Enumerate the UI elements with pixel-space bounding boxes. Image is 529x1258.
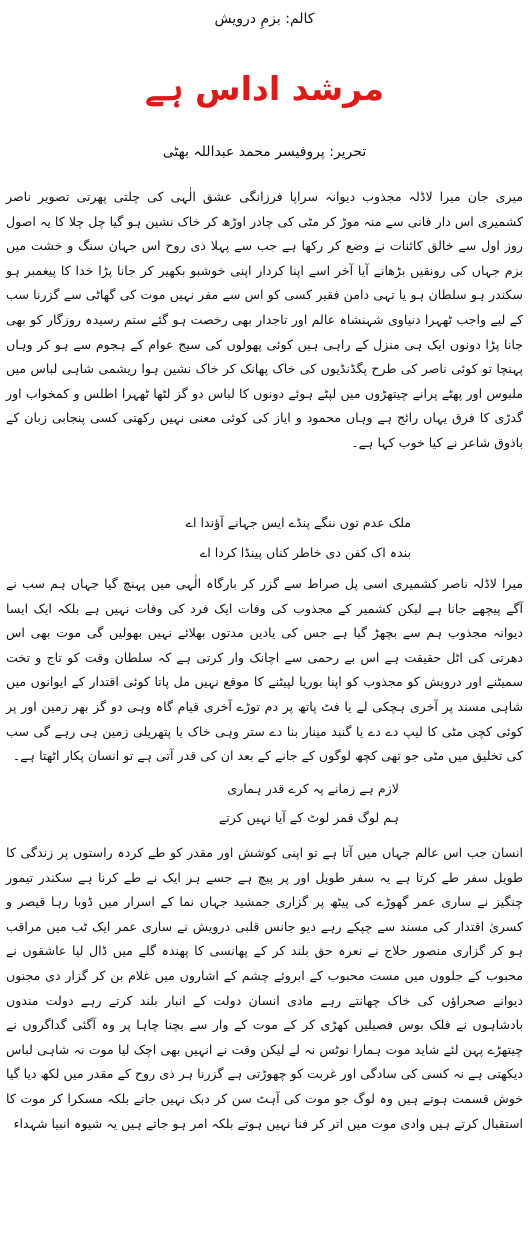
column-label: کالم: بزمِ درویش (214, 11, 315, 27)
paragraph-2-block (6, 572, 523, 769)
paragraph-3: انسان جب اس عالم جہاں میں آتا ہے تو اپنی کوشش اور مقدر کو طے کردہ راستوں پر زندگی کا طویل سفر طے کرتا ہے یہ سفر طویل اور پر پیچ ہے جسے ہر ایک نے طے کرنا ہے سکندر تیمور چنگیز نے ساری عمر گھوڑے کی پیٹھ پر گزاری جمشید جہاں نما کے اسرار میں ڈوبا رہا قیصر و کسریٰ اقتدار کی مسند سے چپکے رہے دیو جانس قلبی درویش نے ساری عمر ایک ٹب میں مراقب ہو کر گزاری منصور حلاج نے نعرہ حق بلند کر کے پھانسی کا پھندہ گلے میں ڈال لیا عاشقوں نے محبوب کے جلووں میں مست محبوب کے ابروئے چشم کے اشاروں میں غلام بن کر گزار دی مجنوں دیوانے صحراؤں کی خاک چھانتے رہے مادی انسان دولت کے انبار بلند کرتے رہے دولت مندوں بادشاہوں نے فلک بوس فصیلیں کھڑی کر کے موت کے وار سے بچنا چاہا پر وہ آگئی گداگروں نے چیتھڑے پہن لئے شاید موت ہمارا نوٹس نہ لے لیکن وقت نے انہیں بھی اچک لیا موت نہ شاہی لباس دیکھتی ہے نہ کسی کی سادگی اور غربت کو چھوڑتی ہے گزرنا ہر ذی روح کے مقدر میں لکھ دیا گیا خوش قسمت ہوتے ہیں وہ لوگ جو موت کی آہٹ سن کر دبک نہیں جاتے بلکہ مسکرا کر موت کا استقبال کرتے ہیں وادی موت میں اتر کر فنا نہیں ہوتے بلکہ امر ہو جاتے ہیں یہ شیوہ انبیا شہداء (6, 845, 523, 1131)
author-byline: تحریر: پروفیسر محمد عبداللہ بھٹی (162, 144, 367, 160)
article-title: مرشد اداس ہے (144, 69, 385, 108)
verse-line-3: لازم ہے زمانے پہ کرے قدر ہماری (227, 781, 399, 796)
paragraph-2: میرا لاڈلہ ناصر کشمیری اسی پل صراط سے گزر کر بارگاہ الٰہی میں پہنچ گیا جہاں ہم سب نے آگے پیچھے جانا ہے لیکن کشمیر کے مجذوب کی وفات ایک فرد کی وفات نہیں ہے بلکہ ایک ایسا دیوانہ مجذوب ہم سے بچھڑ گیا ہے جس کی یادیں مدتوں بھلائے نہیں بھولیں گی موت بھی اس دھرتی کی اٹل حقیقت ہے اس بے رحمی سے اچانک وار کرتی ہے کہ سلطان وقت کو تاج و تخت سمیٹنے اور درویش کو مجذوب کو اپنا بوریا لپیٹنے کا موقع نہیں مل پاتا کوئی اقتدار کے ایوانوں میں شاہی مسند پر آخری ہچکی لے یا فٹ پاتھ پر دم توڑے آخری قیام گاہ وہی دو گز بھر زمین اور پر کوئی کچی مٹی کا لیپ دے دے یا گنبد مینار بنا دے ستر وہی خاک یا پتھریلی زمین ہی رہے گی سب کی تخلیق میں مٹی جو تھی کچھ لوگوں کے جانے کے بعد ان کی قدر آتی ہے تو انسان پکار اٹھتا ہے۔ (6, 576, 523, 764)
paragraph-3-block (6, 841, 523, 1136)
verse-line-1: ملک عدم توں ننگے پنڈے ایس جہانے آؤندا اے (185, 515, 411, 530)
paragraph-1: میری جان میرا لاڈلہ مجذوب دیوانہ سراپا فرزانگی عشق الٰہی کی چلتی پھرتی تصویر ناصر کشمیری اس دار فانی سے منہ موڑ کر مٹی کی چادر اوڑھ کر خاک نشین ہو گیا چل چلا کا یہ اصول روز اول سے خالق کائنات نے وضع کر رکھا ہے جب سے پہلا ذی روح اس جہان سنگ و خشت میں بزم جہاں کی رونقیں بڑھانے آیا آخر اسے اپنا کردار اپنی خوشبو بکھیر کر جانا پڑا خدا کا پیغمبر ہو سکندر ہو سلطان ہو یا تہی دامن فقیر کسی کو اس سے مفر نہیں موت کی گھاٹی سے گزرنا سب کے لیے واجب ٹھہرا دنیاوی شہنشاہ عالم اور تاجدار بھی رخصت ہو گئے ستم رسیدہ روزگار کو بھی جانا پڑا دونوں ایک ہی منزل کے راہی ہیں کوئی پھولوں کی سیج عوام کے ہجوم سے ہو کر وہاں پہنچا تو کوئی ناصر کی طرح پگڈنڈیوں کی خاک پھانک کر خاک نشین ہوا ریشمی شاہی لباس میں ملبوس اور پھٹے پرانے چیتھڑوں میں لپٹے ہوئے دونوں کا لباس دو گز لٹھا ٹھہرا اطلس و کمخواب اور گدڑی کا فرق یہاں رائج ہے وہاں محمود و ایاز کی کوئی معنی نہیں رکھتی کسی پنجابی زبان کے باذوق شاعر نے کیا خوب کہا ہے۔ (6, 189, 523, 450)
paragraph-1-block (6, 185, 523, 456)
verse-line-2: بندہ اک کفن دی خاطر کناں پینڈا کردا اے (199, 545, 411, 560)
verse-line-4: ہم لوگ قمر لوٹ کے آیا نہیں کرتے (218, 810, 399, 825)
